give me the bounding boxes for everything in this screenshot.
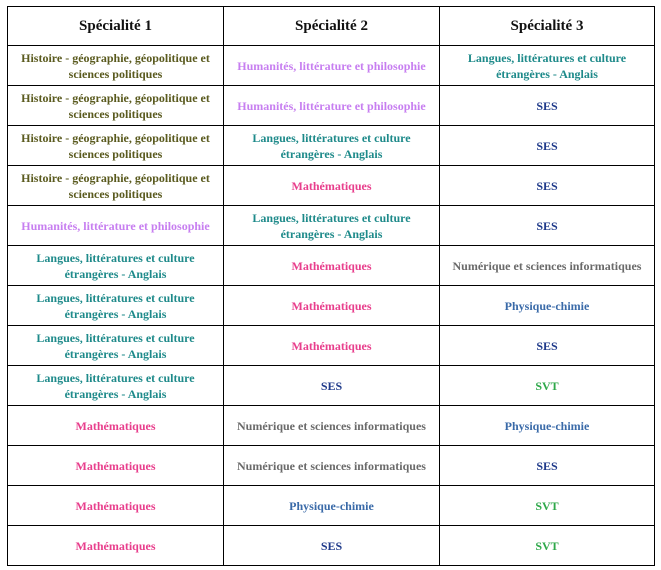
table-cell-specialite-3 xyxy=(440,86,655,126)
table-cell-specialite-3 xyxy=(440,246,655,286)
subject-physique: Physique-chimie xyxy=(504,418,590,433)
table-cell-specialite-1 xyxy=(8,46,224,86)
subject-svt: SVT xyxy=(535,378,559,393)
subject-mathematiques: Mathématiques xyxy=(75,498,156,513)
table-cell-specialite-3 xyxy=(440,526,655,566)
table-cell-specialite-1 xyxy=(8,486,224,526)
table-header xyxy=(8,7,655,46)
header-specialite-2: Spécialité 2 xyxy=(224,7,440,46)
table-row xyxy=(8,526,655,566)
table-cell-specialite-3 xyxy=(440,366,655,406)
table-row xyxy=(8,86,655,126)
table-cell-specialite-1 xyxy=(8,246,224,286)
table-row xyxy=(8,286,655,326)
table-cell-specialite-1 xyxy=(8,446,224,486)
subject-ses: SES xyxy=(536,98,558,113)
table-cell-specialite-2 xyxy=(224,206,440,246)
table-cell-specialite-3 xyxy=(440,46,655,86)
table-cell-specialite-3 xyxy=(440,326,655,366)
table-cell-specialite-3 xyxy=(440,486,655,526)
table-row xyxy=(8,126,655,166)
subject-ses: SES xyxy=(536,338,558,353)
table-cell-specialite-1 xyxy=(8,86,224,126)
subject-histoire: Histoire - géographie, géopolitique et sciences politiques xyxy=(21,130,210,161)
table-cell-specialite-2 xyxy=(224,486,440,526)
table-cell-specialite-3 xyxy=(440,286,655,326)
subject-langues: Langues, littératures et culture étrangères - Anglais xyxy=(36,370,195,401)
table-row xyxy=(8,406,655,446)
table-cell-specialite-3 xyxy=(440,406,655,446)
table-cell-specialite-2 xyxy=(224,366,440,406)
table-cell-specialite-2 xyxy=(224,326,440,366)
subject-mathematiques: Mathématiques xyxy=(291,298,372,313)
table-cell-specialite-2 xyxy=(224,86,440,126)
table-cell-specialite-1 xyxy=(8,206,224,246)
table-cell-specialite-2 xyxy=(224,46,440,86)
subject-svt: SVT xyxy=(535,538,559,553)
subject-mathematiques: Mathématiques xyxy=(291,258,372,273)
table-cell-specialite-1 xyxy=(8,366,224,406)
subject-langues: Langues, littératures et culture étrangères - Anglais xyxy=(36,290,195,321)
table-cell-specialite-1 xyxy=(8,286,224,326)
table-cell-specialite-1 xyxy=(8,166,224,206)
subject-histoire: Histoire - géographie, géopolitique et sciences politiques xyxy=(21,90,210,121)
subject-mathematiques: Mathématiques xyxy=(75,538,156,553)
subject-svt: SVT xyxy=(535,498,559,513)
subject-ses: SES xyxy=(320,378,343,393)
subject-humanites: Humanités, littérature et philosophie xyxy=(237,58,426,73)
subject-mathematiques: Mathématiques xyxy=(291,178,372,193)
table-cell-specialite-3 xyxy=(440,446,655,486)
table-cell-specialite-2 xyxy=(224,406,440,446)
header-specialite-3: Spécialité 3 xyxy=(440,7,655,46)
subject-langues: Langues, littératures et culture étrangères - Anglais xyxy=(252,130,411,161)
subject-humanites: Humanités, littérature et philosophie xyxy=(21,218,210,233)
table-body xyxy=(8,46,655,566)
table-cell-specialite-2 xyxy=(224,446,440,486)
subject-mathematiques: Mathématiques xyxy=(75,458,156,473)
subject-numerique: Numérique et sciences informatiques xyxy=(237,458,426,473)
subject-mathematiques: Mathématiques xyxy=(75,418,156,433)
table-cell-specialite-3 xyxy=(440,206,655,246)
header-specialite-1: Spécialité 1 xyxy=(8,7,224,46)
table-row xyxy=(8,486,655,526)
subject-histoire: Histoire - géographie, géopolitique et sciences politiques xyxy=(21,50,210,81)
subject-langues: Langues, littératures et culture étrangères - Anglais xyxy=(467,50,627,81)
table-row xyxy=(8,246,655,286)
table-cell-specialite-3 xyxy=(440,166,655,206)
subject-humanites: Humanités, littérature et philosophie xyxy=(237,98,426,113)
table-cell-specialite-1 xyxy=(8,406,224,446)
table-row xyxy=(8,166,655,206)
table-cell-specialite-2 xyxy=(224,526,440,566)
subject-langues: Langues, littératures et culture étrangères - Anglais xyxy=(36,330,195,361)
subject-ses: SES xyxy=(320,538,343,553)
subject-ses: SES xyxy=(536,138,558,153)
table-cell-specialite-1 xyxy=(8,326,224,366)
table-row xyxy=(8,206,655,246)
subject-physique: Physique-chimie xyxy=(289,498,374,513)
subject-langues: Langues, littératures et culture étrangères - Anglais xyxy=(36,250,195,281)
header-row xyxy=(8,7,655,46)
subject-ses: SES xyxy=(536,178,558,193)
table-row xyxy=(8,366,655,406)
subject-ses: SES xyxy=(536,458,558,473)
table-cell-specialite-2 xyxy=(224,246,440,286)
table-cell-specialite-3 xyxy=(440,126,655,166)
table-cell-specialite-2 xyxy=(224,166,440,206)
table-cell-specialite-2 xyxy=(224,126,440,166)
subject-histoire: Histoire - géographie, géopolitique et sciences politiques xyxy=(21,170,210,201)
table-row xyxy=(8,326,655,366)
table-row xyxy=(8,446,655,486)
subject-numerique: Numérique et sciences informatiques xyxy=(237,418,426,433)
table-cell-specialite-2 xyxy=(224,286,440,326)
subject-mathematiques: Mathématiques xyxy=(291,338,372,353)
table-cell-specialite-1 xyxy=(8,126,224,166)
subject-ses: SES xyxy=(536,218,558,233)
subject-numerique: Numérique et sciences informatiques xyxy=(452,258,642,273)
subject-langues: Langues, littératures et culture étrangères - Anglais xyxy=(252,210,411,241)
table-row xyxy=(8,46,655,86)
specialty-combinations-table xyxy=(7,6,655,566)
table-cell-specialite-1 xyxy=(8,526,224,566)
subject-physique: Physique-chimie xyxy=(504,298,590,313)
